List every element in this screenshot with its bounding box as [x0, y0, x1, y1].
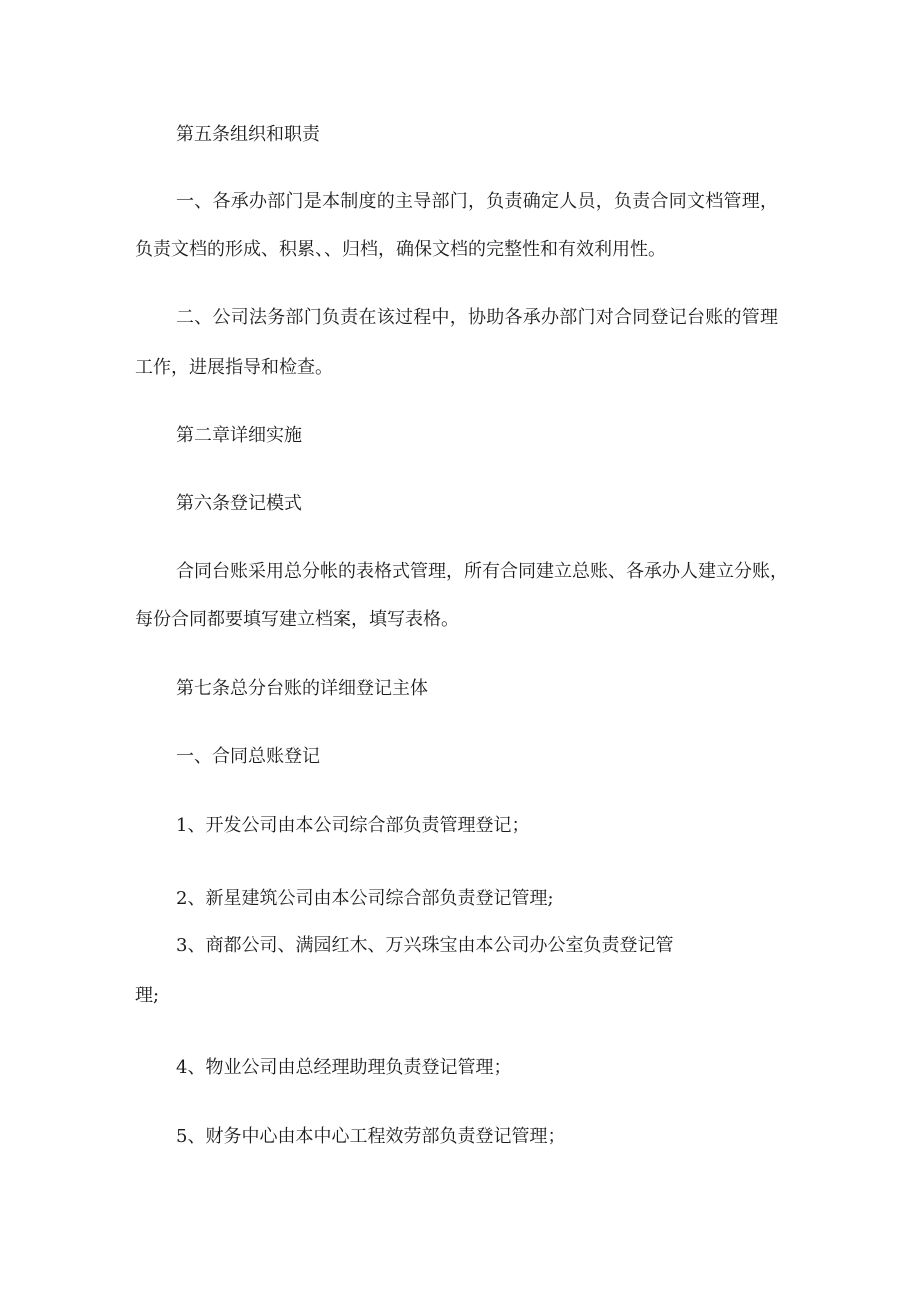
list-item-3-line-2: 理;: [135, 985, 160, 1006]
paragraph-3-line-1: 合同台账采用总分帐的表格式管理，所有合同建立总账、各承办人建立分账，: [176, 561, 788, 582]
paragraph-2-line-1: 二、公司法务部门负责在该过程中，协助各承办部门对合同登记台账的管理: [176, 307, 778, 328]
article-5-heading: 第五条组织和职责: [176, 124, 320, 145]
list-item-3-line-1: 3、商都公司、满园红木、万兴珠宝由本公司办公室负责登记管: [176, 935, 674, 956]
paragraph-1-line-1: 一、各承办部门是本制度的主导部门，负责确定人员，负责合同文档管理，: [176, 191, 778, 212]
paragraph-1-line-2: 负责文档的形成、积累、、归档，确保文档的完整性和有效利用性。: [135, 239, 666, 260]
list-item-1: 1、开发公司由本公司综合部负责管理登记；: [176, 815, 530, 836]
section-1-heading: 一、合同总账登记: [176, 746, 320, 767]
list-item-5: 5、财务中心由本中心工程效劳部负责登记管理；: [176, 1126, 566, 1147]
paragraph-3-line-2: 每份合同都要填写建立档案，填写表格。: [135, 609, 459, 630]
article-6-heading: 第六条登记模式: [176, 493, 302, 514]
list-item-2: 2、新星建筑公司由本公司综合部负责登记管理;: [176, 888, 554, 909]
list-item-4: 4、物业公司由总经理助理负责登记管理；: [176, 1057, 512, 1078]
chapter-2-heading: 第二章详细实施: [176, 425, 302, 446]
paragraph-2-line-2: 工作，进展指导和检查。: [135, 357, 333, 378]
article-7-heading: 第七条总分台账的详细登记主体: [176, 678, 428, 699]
